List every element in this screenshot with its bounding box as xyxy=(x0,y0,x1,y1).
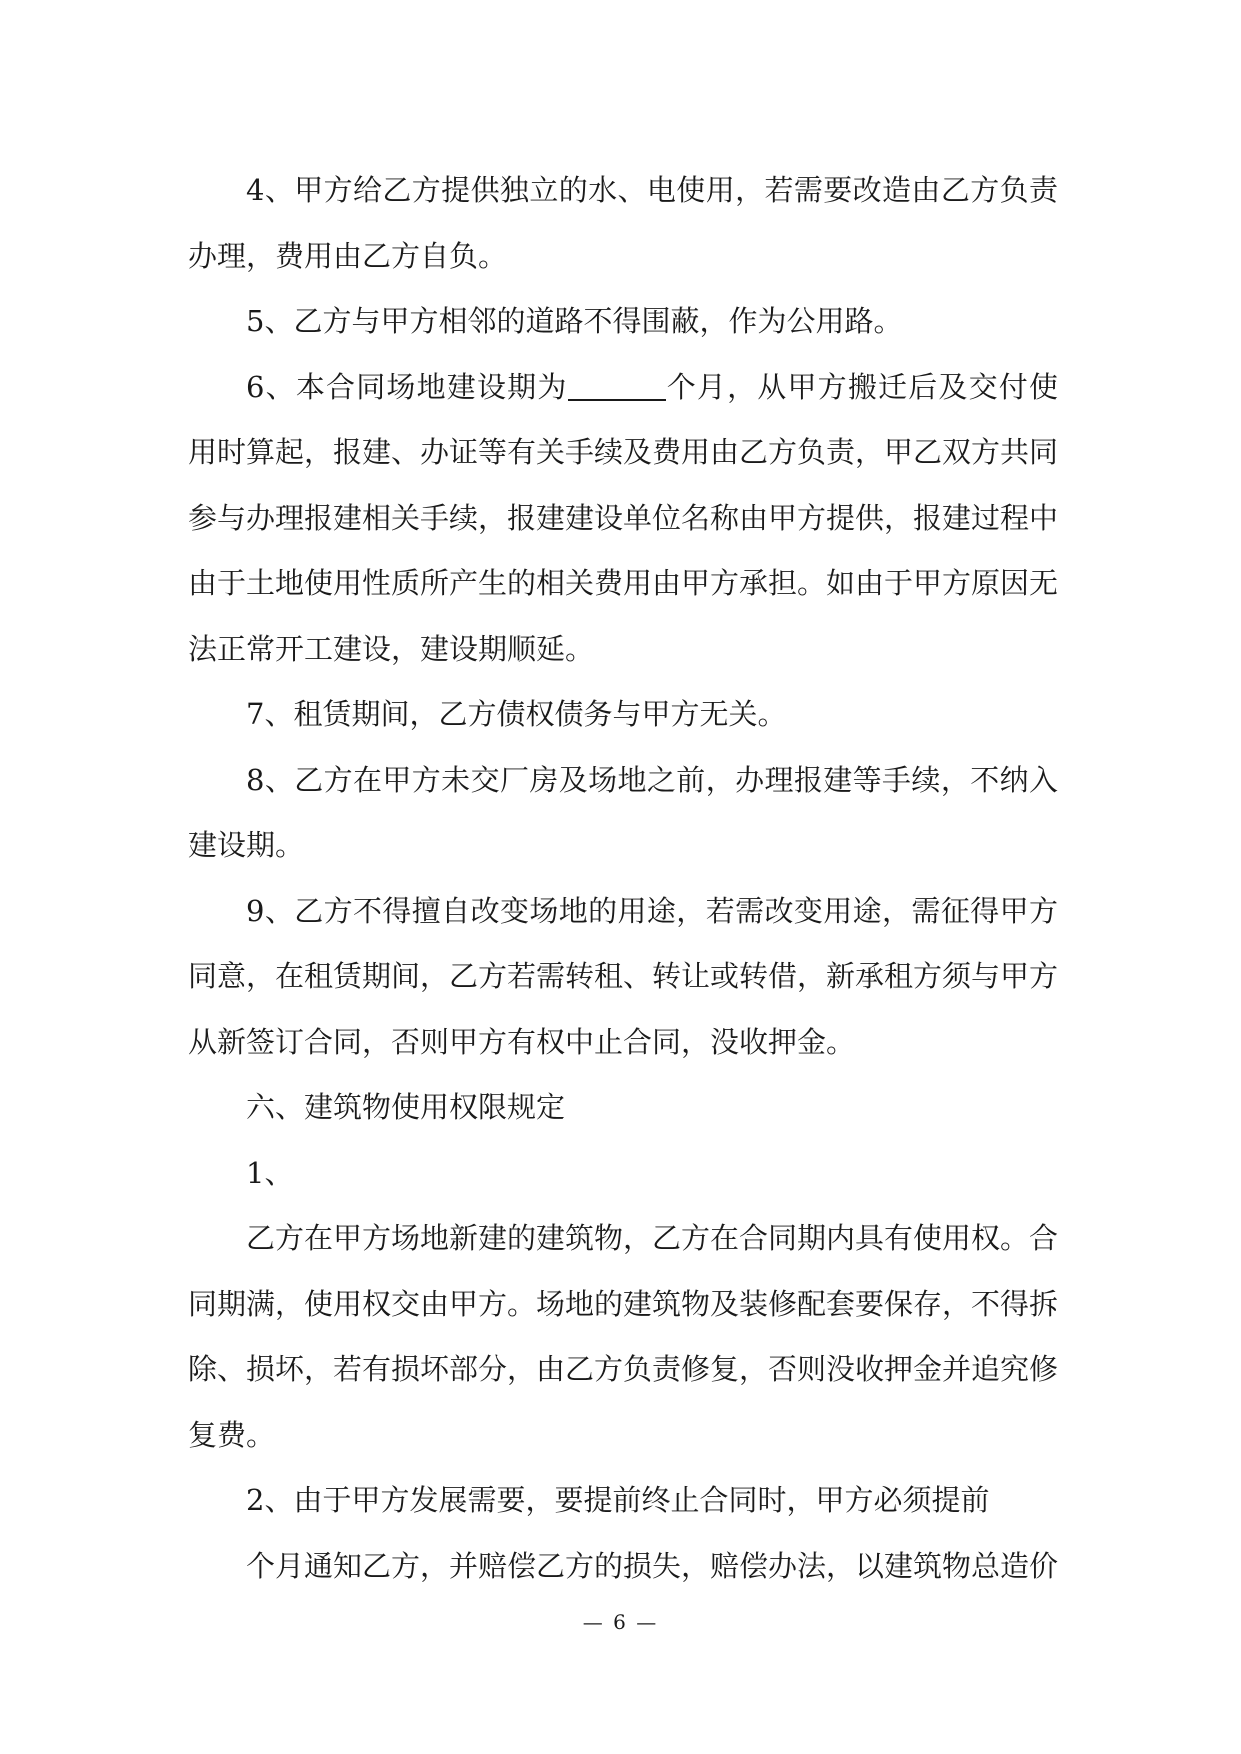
clause-6-before: 6、本合同场地建设期为 xyxy=(246,369,568,404)
blank-fill-line xyxy=(568,370,666,401)
clause-6 xyxy=(188,355,1058,683)
section6-item-1-text: 乙方在甲方场地新建的建筑物，乙方在合同期内具有使用权。合同期满，使用权交由甲方。场地的建筑物及装修配套要保存，不得拆除、损坏，若有损坏部分，由乙方负责修复，否则没收押金并追究修复费。 xyxy=(188,1221,1059,1452)
clause-5: 5、乙方与甲方相邻的道路不得围蔽，作为公用路。 xyxy=(246,304,903,338)
section6-item-1-number: 1、 xyxy=(246,1155,294,1190)
clause-6-after: 个月，从甲方搬迁后及交付使用时算起，报建、办证等有关手续及费用由乙方负责，甲乙双方共同参与办理报建相关手续，报建建设单位名称由甲方提供，报建过程中由于土地使用性质所产生的相关费用由甲方承担。如由于甲方原因无法正常开工建设，建设期顺延。 xyxy=(188,369,1059,666)
clause-8: 8、乙方在甲方未交厂房及场地之前，办理报建等手续，不纳入建设期。 xyxy=(188,762,1058,862)
clause-9: 9、乙方不得擅自改变场地的用途，若需改变用途，需征得甲方同意，在租赁期间，乙方若需转租、转让或转借，新承租方须与甲方从新签订合同，否则甲方有权中止合同，没收押金。 xyxy=(188,893,1059,1059)
contract-body xyxy=(188,158,1058,1599)
clause-4: 4、甲方给乙方提供独立的水、电使用，若需要改造由乙方负责办理，费用由乙方自负。 xyxy=(188,173,1058,273)
page-number: — 6 — xyxy=(582,1610,659,1634)
clause-7: 7、租赁期间，乙方债权债务与甲方无关。 xyxy=(246,697,787,731)
section6-item-2-text: 2、由于甲方发展需要，要提前终止合同时，甲方必须提前 xyxy=(246,1483,990,1517)
section-heading-6: 六、建筑物使用权限规定 xyxy=(246,1090,566,1124)
section6-item-2-continued: 个月通知乙方，并赔偿乙方的损失，赔偿办法，以建筑物总造价 xyxy=(246,1548,1059,1583)
